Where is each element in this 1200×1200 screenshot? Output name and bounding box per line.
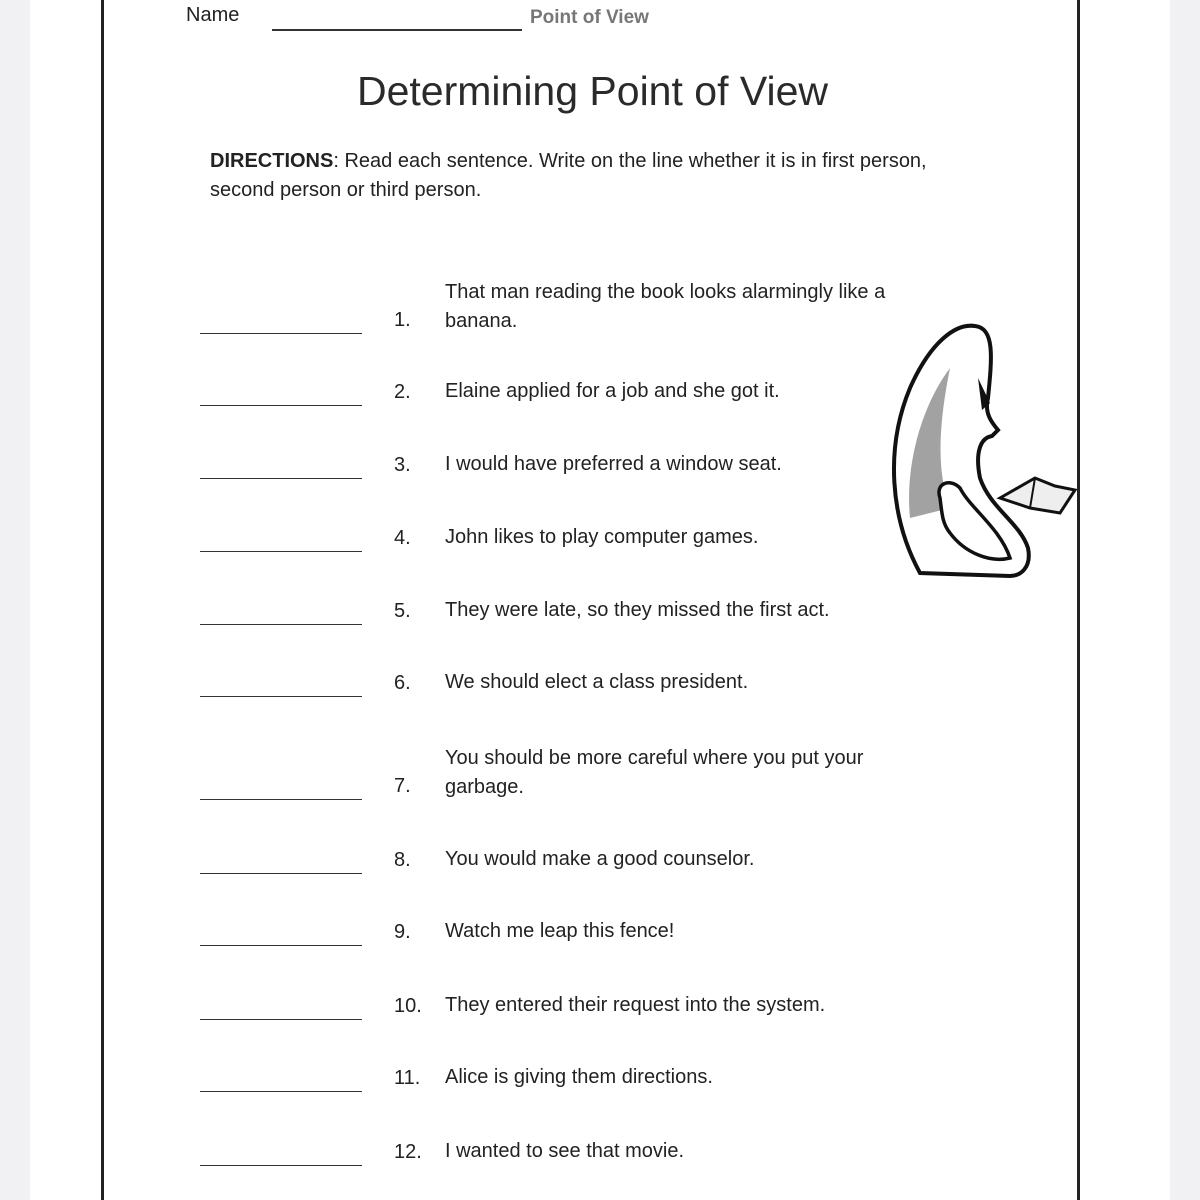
page-title: Determining Point of View bbox=[357, 68, 828, 114]
name-answer-line[interactable] bbox=[272, 29, 522, 31]
question-text: That man reading the book looks alarmingly like a banana. bbox=[445, 281, 886, 332]
question-number: 3. bbox=[394, 454, 411, 476]
answer-line[interactable] bbox=[200, 478, 362, 479]
directions-label: DIRECTIONS bbox=[210, 150, 334, 172]
question-number: 4. bbox=[394, 527, 411, 549]
answer-line[interactable] bbox=[200, 333, 362, 334]
question-text: I wanted to see that movie. bbox=[445, 1140, 685, 1162]
question-number: 8. bbox=[394, 849, 411, 871]
answer-line[interactable] bbox=[200, 405, 362, 406]
question-number: 5. bbox=[394, 600, 411, 622]
question-text: Elaine applied for a job and she got it. bbox=[445, 380, 780, 402]
question-text: I would have preferred a window seat. bbox=[445, 453, 782, 475]
question-number: 10. bbox=[394, 995, 422, 1017]
page-border-right bbox=[1077, 0, 1080, 1200]
answer-line[interactable] bbox=[200, 1019, 362, 1020]
page-border-left bbox=[101, 0, 104, 1200]
answer-line[interactable] bbox=[200, 624, 362, 625]
answer-line[interactable] bbox=[200, 873, 362, 874]
question-number: 12. bbox=[394, 1141, 422, 1163]
answer-line[interactable] bbox=[200, 799, 362, 800]
question-text: They entered their request into the system. bbox=[445, 994, 826, 1016]
answer-line[interactable] bbox=[200, 1165, 362, 1166]
question-number: 1. bbox=[394, 309, 411, 331]
question-number: 6. bbox=[394, 672, 411, 694]
question-text: John likes to play computer games. bbox=[445, 526, 759, 548]
question-number: 9. bbox=[394, 921, 411, 943]
answer-line[interactable] bbox=[200, 945, 362, 946]
question-text: Watch me leap this fence! bbox=[445, 920, 675, 942]
name-label: Name bbox=[186, 4, 240, 26]
question-number: 7. bbox=[394, 775, 411, 797]
answer-line[interactable] bbox=[200, 551, 362, 552]
question-text: You would make a good counselor. bbox=[445, 848, 755, 870]
answer-line[interactable] bbox=[200, 696, 362, 697]
banana-reading-book-illustration bbox=[880, 318, 1080, 580]
question-number: 11. bbox=[394, 1067, 421, 1089]
directions-text: : Read each sentence. Write on the line whether it is in first person, second person or third person. bbox=[210, 150, 927, 201]
question-text: You should be more careful where you put your garbage. bbox=[445, 747, 864, 798]
header-topic: Point of View bbox=[530, 7, 649, 28]
question-number: 2. bbox=[394, 381, 411, 403]
question-text: We should elect a class president. bbox=[445, 671, 749, 693]
question-text: Alice is giving them directions. bbox=[445, 1066, 713, 1088]
question-text: They were late, so they missed the first act. bbox=[445, 599, 830, 621]
answer-line[interactable] bbox=[200, 1091, 362, 1092]
directions bbox=[210, 147, 940, 205]
